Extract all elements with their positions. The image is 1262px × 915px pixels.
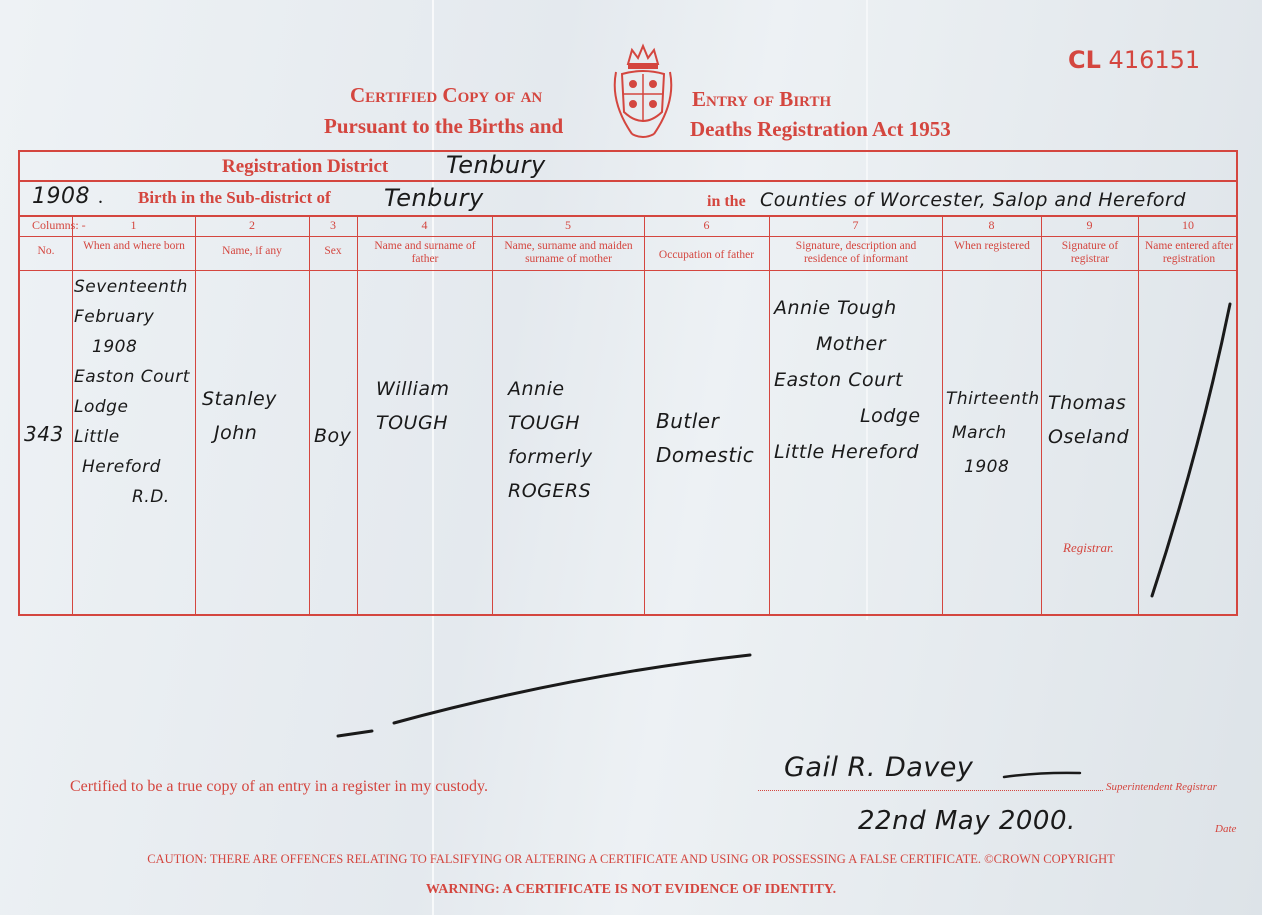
column-header-sex: Sex xyxy=(324,245,342,257)
column-divider xyxy=(195,216,196,616)
registered-line: Thirteenth xyxy=(946,389,1040,409)
divider xyxy=(18,180,1238,182)
date-label: Date xyxy=(1215,823,1237,835)
born-place-line: Hereford xyxy=(82,457,161,477)
entry-number: 343 xyxy=(24,422,64,446)
column-header-registered: When registered xyxy=(954,240,1030,252)
district-value: Tenbury xyxy=(446,151,546,179)
subdistrict-label: Birth in the Sub-district of xyxy=(138,188,331,207)
columns-label: Columns: - xyxy=(32,218,86,232)
occupation-line: Domestic xyxy=(656,443,755,467)
column-number: 7 xyxy=(852,218,859,232)
column-divider xyxy=(357,216,358,616)
mother-line: TOUGH xyxy=(508,412,580,434)
serial-prefix: CL xyxy=(1068,46,1101,74)
birth-year: 1908 xyxy=(32,184,90,209)
entry-sex: Boy xyxy=(314,425,352,447)
divider xyxy=(18,236,1238,237)
column-divider xyxy=(309,216,310,616)
born-place-line: R.D. xyxy=(132,487,170,507)
warning-notice: WARNING: A CERTIFICATE IS NOT EVIDENCE OF IDENTITY. xyxy=(425,882,837,897)
in-label: in the xyxy=(707,193,746,210)
column-header-no: No. xyxy=(37,245,55,257)
registrar-label: Registrar. xyxy=(1063,540,1114,555)
serial-value: 416151 xyxy=(1108,46,1201,74)
informant-line: Easton Court xyxy=(774,369,903,391)
column-header-occupation: Occupation of father xyxy=(658,249,755,261)
header-right-line1: Entry of Birth xyxy=(692,87,832,111)
column-number: 10 xyxy=(1182,218,1194,232)
column-header-father: Name and surname of father xyxy=(374,240,476,265)
born-date-month: February xyxy=(74,307,155,327)
column-divider xyxy=(644,216,645,616)
entry-born xyxy=(74,272,190,512)
column-divider xyxy=(1138,216,1139,616)
column-header-name: Name, if any xyxy=(222,245,282,257)
entry-occupation xyxy=(656,404,754,472)
registrar-line: Oseland xyxy=(1048,426,1130,448)
born-place-line: Little xyxy=(74,427,120,447)
registrar-line: Thomas xyxy=(1048,392,1127,414)
column-header-registrar: Signature of registrar xyxy=(1061,240,1119,265)
issue-date: 22nd May 2000. xyxy=(858,806,1076,836)
column-number: 2 xyxy=(249,218,255,232)
entry-registered xyxy=(946,382,1040,484)
column-divider xyxy=(72,216,73,616)
divider xyxy=(18,270,1238,271)
column-number: 8 xyxy=(988,218,995,232)
mother-line: formerly xyxy=(508,446,593,468)
born-date-year: 1908 xyxy=(92,337,138,357)
header-left-line2: Pursuant to the Births and xyxy=(324,114,564,138)
royal-crest-icon xyxy=(612,42,674,142)
column-divider xyxy=(492,216,493,616)
column-number: 5 xyxy=(565,218,571,232)
informant-line: Mother xyxy=(816,333,887,355)
entry-father xyxy=(376,372,450,440)
signature-flourish xyxy=(1000,768,1090,782)
occupation-line: Butler xyxy=(656,409,720,433)
column-number: 4 xyxy=(421,218,428,232)
column-number: 3 xyxy=(330,218,336,232)
father-line: William xyxy=(376,378,450,400)
county-value: Counties of Worcester, Salop and Hereford xyxy=(760,189,1186,211)
certified-statement: Certified to be a true copy of an entry in a register in my custody. xyxy=(70,778,488,795)
registered-line: March xyxy=(952,423,1007,443)
born-place-line: Easton Court xyxy=(74,367,190,387)
column-header-informant: Signature, description and residence of informant xyxy=(795,240,917,265)
superintendent-label: Superintendent Registrar xyxy=(1106,781,1217,793)
column-divider xyxy=(769,216,770,616)
column-divider xyxy=(942,216,943,616)
mother-line: ROGERS xyxy=(508,480,592,502)
entry-mother xyxy=(508,372,593,508)
strike-line xyxy=(330,645,760,745)
divider xyxy=(18,215,1238,217)
father-line: TOUGH xyxy=(376,412,448,434)
column-header-born: When and where born xyxy=(83,240,185,252)
registrar-signature: Gail R. Davey xyxy=(784,752,974,783)
column-number: 6 xyxy=(703,218,710,232)
registered-line: 1908 xyxy=(964,457,1010,477)
strike-line xyxy=(1140,290,1240,610)
born-date-day: Seventeenth xyxy=(74,277,188,297)
mother-line: Annie xyxy=(508,378,565,400)
entry-registrar xyxy=(1048,386,1129,454)
district-label: Registration District xyxy=(222,156,389,177)
name-line: John xyxy=(214,422,258,444)
born-place-line: Lodge xyxy=(74,397,129,417)
informant-line: Lodge xyxy=(860,405,921,427)
column-header-name-entered: Name entered after registration xyxy=(1144,240,1234,265)
informant-line: Annie Tough xyxy=(774,297,897,319)
name-line: Stanley xyxy=(202,388,277,410)
serial-number xyxy=(1068,46,1200,74)
signature-line xyxy=(758,790,1103,791)
entry-name xyxy=(202,382,277,450)
header-left-line1: Certified Copy of an xyxy=(350,83,543,107)
column-number: 9 xyxy=(1086,218,1093,232)
entry-informant xyxy=(774,290,921,470)
column-number: 1 xyxy=(130,218,137,232)
year-dot: . xyxy=(98,186,103,208)
column-divider xyxy=(1041,216,1042,616)
column-header-mother: Name, surname and maiden surname of mother xyxy=(504,240,633,265)
header-right-line2: Deaths Registration Act 1953 xyxy=(690,117,951,141)
informant-line: Little Hereford xyxy=(774,441,919,463)
subdistrict-value: Tenbury xyxy=(384,184,484,212)
caution-notice: CAUTION: THERE ARE OFFENCES RELATING TO FALSIFYING OR ALTERING A CERTIFICATE AND USING OR POSSESSING A FALSE CERTIFICATE. ©CROWN COPYRIGHT xyxy=(147,852,1115,866)
